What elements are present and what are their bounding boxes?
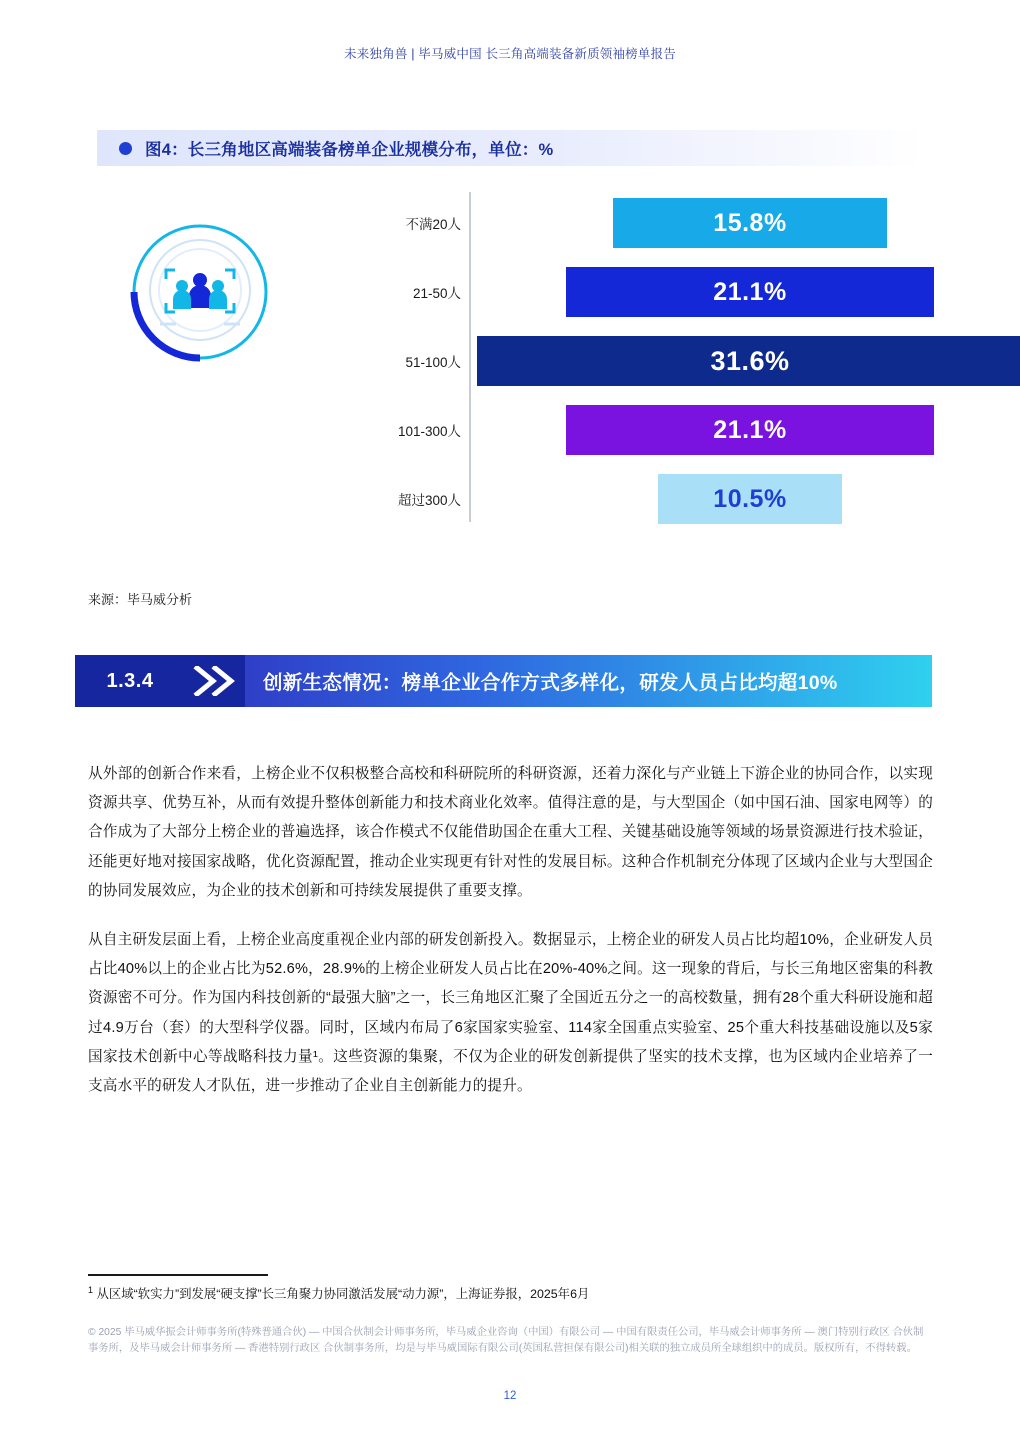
bar-value-label: 15.8% [713,208,787,237]
footnote [88,1283,933,1305]
section-title: 创新生态情况：榜单企业合作方式多样化，研发人员占比均超10% [245,655,932,707]
bar-category-label: 51-100人 [405,355,461,370]
page-number: 12 [503,1390,517,1402]
paragraph: 从外部的创新合作来看，上榜企业不仅积极整合高校和科研院所的科研资源，还着力深化与产业链上下游企业的协同合作，以实现资源共享、优势互补，从而有效提升整体创新能力和技术商业化效率。值得注意的是，与大型国企（如中国石油、国家电网等）的合作成为了大部分上榜企业的普遍选择，该合作模式不仅能借助国企在重大工程、关键基础设施等领域的场景资源进行技术验证，还能更好地对接国家战略，优化资源配置，推动企业实现更有针对性的发展目标。这种合作机制充分体现了区域内企业与大型国企的协同发展效应，为企业的技术创新和可持续发展提供了重要支撑。 [88,766,933,899]
bar-value-label: 31.6% [710,345,790,376]
bar-segment [566,405,934,455]
bar-segment [658,474,842,524]
chart-bar-row [375,261,920,323]
bar-segment [566,267,934,317]
figure-title: 图4：长三角地区高端装备榜单企业规模分布，单位：% [145,141,554,159]
footnote-marker: 1 [88,1285,94,1295]
running-header: 未来独角兽 | 毕马威中国 长三角高端装备新质领袖榜单报告 [344,47,676,61]
chart-bar-row [375,192,920,254]
chevron-right-icon [185,655,245,707]
bar-category-label: 101-300人 [397,424,461,439]
bar-segment [613,198,887,248]
chart-bar-row [375,330,920,392]
legal-notice: © 2025 毕马威华振会计师事务所(特殊普通合伙) — 中国合伙制会计师事务所，毕马威企业咨询（中国）有限公司 — 中国有限责任公司，毕马威会计师事务所 — 澳门特别行政区 合伙制事务所，及毕马威会计师事务所 — 香港特别行政区 合伙制事务所，均是与毕马威国际有限公司(英国私营担保有限公司)相关联的独立成员所全球组织中的成员。版权所有，不得转载。 [88,1327,924,1354]
footnote-text: 从区域“软实力”到发展“硬支撑”长三角聚力协同激活发展“动力源”，上海证券报，2025年6月 [96,1287,590,1302]
bar-category-label: 不满20人 [405,217,461,232]
footnote-divider [88,1274,268,1276]
bar-value-label: 21.1% [713,415,787,444]
section-heading [75,655,932,707]
paragraph: 从自主研发层面上看，上榜企业高度重视企业内部的研发创新投入。数据显示，上榜企业的研发人员占比均超10%，企业研发人员占比40%以上的企业占比为52.6%，28.9%的上榜企业研发人员占比在20%-40%之间。这一现象的背后，与长三角地区密集的科教资源密不可分。作为国内科技创新的“最强大脑”之一，长三角地区汇聚了全国近五分之一的高校数量，拥有28个重大科研设施和超过4.9万台（套）的大型科学仪器。同时，区域内布局了6家国家实验室、114家全国重点实验室、25个重大科技基础设施以及5家国家技术创新中心等战略科技力量¹。这些资源的集聚，不仅为企业的研发创新提供了坚实的技术支撑，也为区域内企业培养了一支高水平的研发人才队伍，进一步推动了企业自主创新能力的提升。 [88,931,934,1094]
figure-chart [97,186,924,566]
bar-segment [477,336,1020,386]
figure-source: 来源：毕马威分析 [88,592,193,607]
bar-chart-plot [375,192,920,542]
body-copy [88,760,933,1121]
bar-category-label: 超过300人 [397,493,461,508]
bar-value-label: 21.1% [713,277,787,306]
chart-bar-row [375,399,920,461]
people-group-icon [120,212,280,372]
figure-title-bar [97,130,924,166]
section-number: 1.3.4 [75,655,185,707]
bullet-dot-icon [119,142,132,155]
bar-category-label: 21-50人 [412,286,461,301]
bar-value-label: 10.5% [713,484,787,513]
chart-bar-row [375,468,920,530]
